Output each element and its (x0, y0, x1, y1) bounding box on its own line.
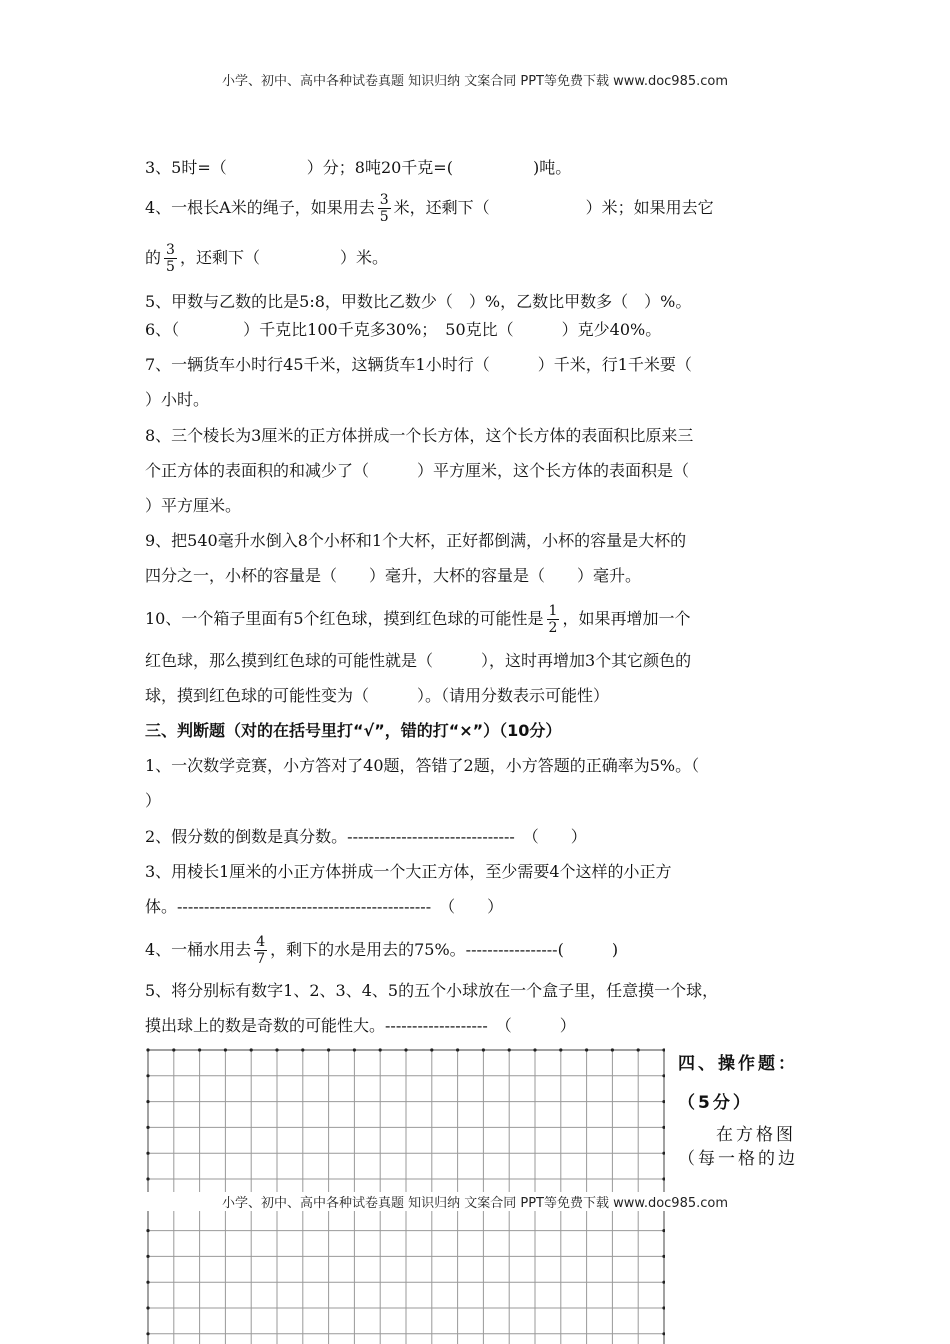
grid-dot (456, 1048, 459, 1051)
fraction-numerator: 4 (256, 934, 266, 950)
section-title-judgement: 三、判断题（对的在括号里打“√”，错的打“×”）（10分） (145, 721, 562, 740)
grid-dot (146, 1048, 149, 1051)
operation-score: （5分） (678, 1093, 753, 1113)
grid-dot (146, 1152, 149, 1155)
page-header-repeat (0, 1192, 950, 1211)
grid-dot (611, 1048, 614, 1051)
page-header: 小学、初中、高中各种试卷真题 知识归纳 文案合同 PPT等免费下载 www.doc985.com (221, 74, 729, 89)
grid-dot (662, 1126, 665, 1129)
fraction-numerator: 3 (166, 242, 175, 258)
question-10-line2: 红色球，那么摸到红色球的可能性就是（ ），这时再增加3个其它颜色的 (145, 651, 692, 670)
grid-dot (379, 1048, 382, 1051)
question-8-line2: 个正方体的表面积的和减少了（ ）平方厘米，这个长方体的表面积是（ (145, 461, 690, 480)
judge-2: 2、假分数的倒数是真分数。------------------------------- （ ） (145, 827, 587, 846)
question-8-line3: ）平方厘米。 (145, 496, 242, 515)
question-8-line1: 8、三个棱长为3厘米的正方体拼成一个长方体，这个长方体的表面积比原来三 (145, 426, 694, 445)
grid-dot (662, 1255, 665, 1258)
question-4-text-c: 的 (145, 248, 162, 267)
question-4-text-b: 米，还剩下（ ）米；如果用去它 (393, 198, 714, 217)
question-5: 5、甲数与乙数的比是5:8，甲数比乙数少（ ）%，乙数比甲数多（ ）%。 (145, 292, 692, 311)
question-6: 6、（ ）千克比100千克多30%； 50克比（ ）克少40%。 (145, 320, 662, 339)
grid-dot (146, 1177, 149, 1180)
grid-dot (146, 1306, 149, 1309)
question-3: 3、5时=（ ）分；8吨20千克=( )吨。 (145, 158, 572, 177)
judge-5-line2: 摸出球上的数是奇数的可能性大。------------------- （ ） (145, 1016, 576, 1035)
fraction-1-2 (547, 603, 560, 636)
judge-1-line1: 1、一次数学竞赛，小方答对了40题，答错了2题，小方答题的正确率为5%。（ (145, 756, 700, 775)
judge-3-line2: 体。----------------------------------------------- （ ） (145, 897, 504, 916)
fraction-denominator: 2 (548, 620, 558, 636)
grid-dot (430, 1048, 433, 1051)
grid-dot (662, 1306, 665, 1309)
fraction-numerator: 1 (548, 603, 558, 619)
grid-dot (172, 1048, 175, 1051)
grid-dot (146, 1229, 149, 1232)
grid-dot (662, 1152, 665, 1155)
grid-dot (275, 1048, 278, 1051)
judge-3-line1: 3、用棱长1厘米的小正方体拼成一个大正方体，至少需要4个这样的小正方 (145, 862, 672, 881)
grid-dot (301, 1048, 304, 1051)
grid-dot (662, 1074, 665, 1077)
question-10-text-a: 10、一个箱子里面有5个红色球，摸到红色球的可能性是 (145, 609, 544, 628)
fraction-denominator: 5 (379, 209, 389, 225)
question-7-line1: 7、一辆货车小时行45千米，这辆货车1小时行（ ）千米，行1千米要（ (145, 355, 692, 374)
grid-dot (146, 1332, 149, 1335)
grid-dot (508, 1048, 511, 1051)
grid-dot (146, 1281, 149, 1284)
judge-4-text-b: ，剩下的水是用去的75%。-----------------( ) (270, 940, 619, 959)
fraction-denominator: 7 (256, 951, 266, 967)
grid-dot (198, 1048, 201, 1051)
grid-dot (250, 1048, 253, 1051)
question-9-line2: 四分之一，小杯的容量是（ ）毫升，大杯的容量是（ ）毫升。 (145, 566, 642, 585)
grid-dot (146, 1126, 149, 1129)
question-10-line1 (145, 603, 690, 636)
fraction-4-7 (254, 934, 267, 967)
grid-dot (482, 1048, 485, 1051)
grid-dot (146, 1074, 149, 1077)
page-header-repeat-text: 小学、初中、高中各种试卷真题 知识归纳 文案合同 PPT等免费下载 www.doc985.com (218, 1196, 732, 1211)
grid-dot (146, 1100, 149, 1103)
judge-4-text-a: 4、一桶水用去 (145, 940, 252, 959)
grid-dot (662, 1332, 665, 1335)
grid-dot (404, 1048, 407, 1051)
grid-dot (662, 1048, 665, 1051)
grid-dot (662, 1100, 665, 1103)
section-title-operation: 四、操作题： (678, 1054, 798, 1074)
question-4-text-d: ，还剩下（ ）米。 (179, 248, 388, 267)
question-4-line2 (145, 242, 388, 275)
grid-dot (559, 1048, 562, 1051)
grid-dot (637, 1048, 640, 1051)
operation-text-line1: 在方格图 (716, 1125, 796, 1145)
grid-dot (353, 1048, 356, 1051)
grid-dot (662, 1281, 665, 1284)
grid-dot (224, 1048, 227, 1051)
question-7-line2: ）小时。 (145, 390, 210, 409)
grid-dot (533, 1048, 536, 1051)
question-10-text-b: ，如果再增加一个 (562, 609, 691, 628)
grid-dot (585, 1048, 588, 1051)
question-10-line3: 球，摸到红色球的可能性变为（ ）。（请用分数表示可能性） (145, 686, 610, 705)
question-4-text-a: 4、一根长A米的绳子，如果用去 (145, 198, 375, 217)
grid-dot (327, 1048, 330, 1051)
fraction-denominator: 5 (166, 259, 175, 275)
fraction-3-5 (378, 192, 391, 225)
grid-dot (662, 1177, 665, 1180)
operation-text-line2: （每一格的边 (678, 1149, 798, 1169)
question-4-line1 (145, 192, 714, 225)
fraction-numerator: 3 (379, 192, 389, 208)
judge-1-line2: ） (145, 791, 162, 810)
grid-dot (662, 1229, 665, 1232)
question-9-line1: 9、把540毫升水倒入8个小杯和1个大杯，正好都倒满，小杯的容量是大杯的 (145, 531, 687, 550)
grid-dot (146, 1255, 149, 1258)
judge-5-line1: 5、将分别标有数字1、2、3、4、5的五个小球放在一个盒子里，任意摸一个球， (145, 981, 719, 1000)
judge-4 (145, 934, 618, 967)
fraction-3-5-second (164, 242, 177, 275)
